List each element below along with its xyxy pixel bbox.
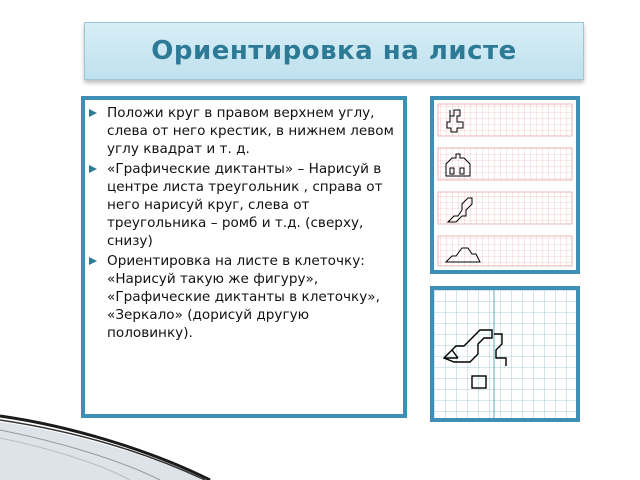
bullet-text-1: Положи круг в правом верхнем углу, слева от него крестик, в нижнем левом углу квадрат и т. д. <box>107 105 394 157</box>
bullet-arrow-icon <box>89 109 97 117</box>
dictation-strip <box>438 236 572 266</box>
bullet-text-2: «Графические диктанты» – Нарисуй в центре листа треугольник , справа от него нарисуй круг, слева от треугольника – ромб и т.д. (сверху, снизу) <box>107 161 383 249</box>
dictation-strip <box>438 104 572 136</box>
bullet-arrow-icon <box>89 165 97 173</box>
bullet-arrow-icon <box>89 257 97 265</box>
dictation-strip <box>438 192 572 224</box>
dictation-strips-illustration <box>434 100 576 270</box>
text-content-box <box>81 96 407 418</box>
dictation-strip <box>438 148 572 180</box>
slide-title: Ориентировка на листе <box>151 36 517 66</box>
bullet-text-3: Ориентировка на листе в клеточку: «Нарисуй такую же фигуру», «Графические диктанты в клеточку», «Зеркало» (дорисуй другую половинку). <box>107 253 380 341</box>
slide-title-box <box>84 22 584 80</box>
graphic-dictation-image <box>430 96 580 274</box>
list-item <box>85 104 395 158</box>
bullet-list <box>85 100 403 342</box>
decorative-swoosh <box>0 390 640 480</box>
list-item <box>85 252 395 342</box>
list-item <box>85 160 395 250</box>
